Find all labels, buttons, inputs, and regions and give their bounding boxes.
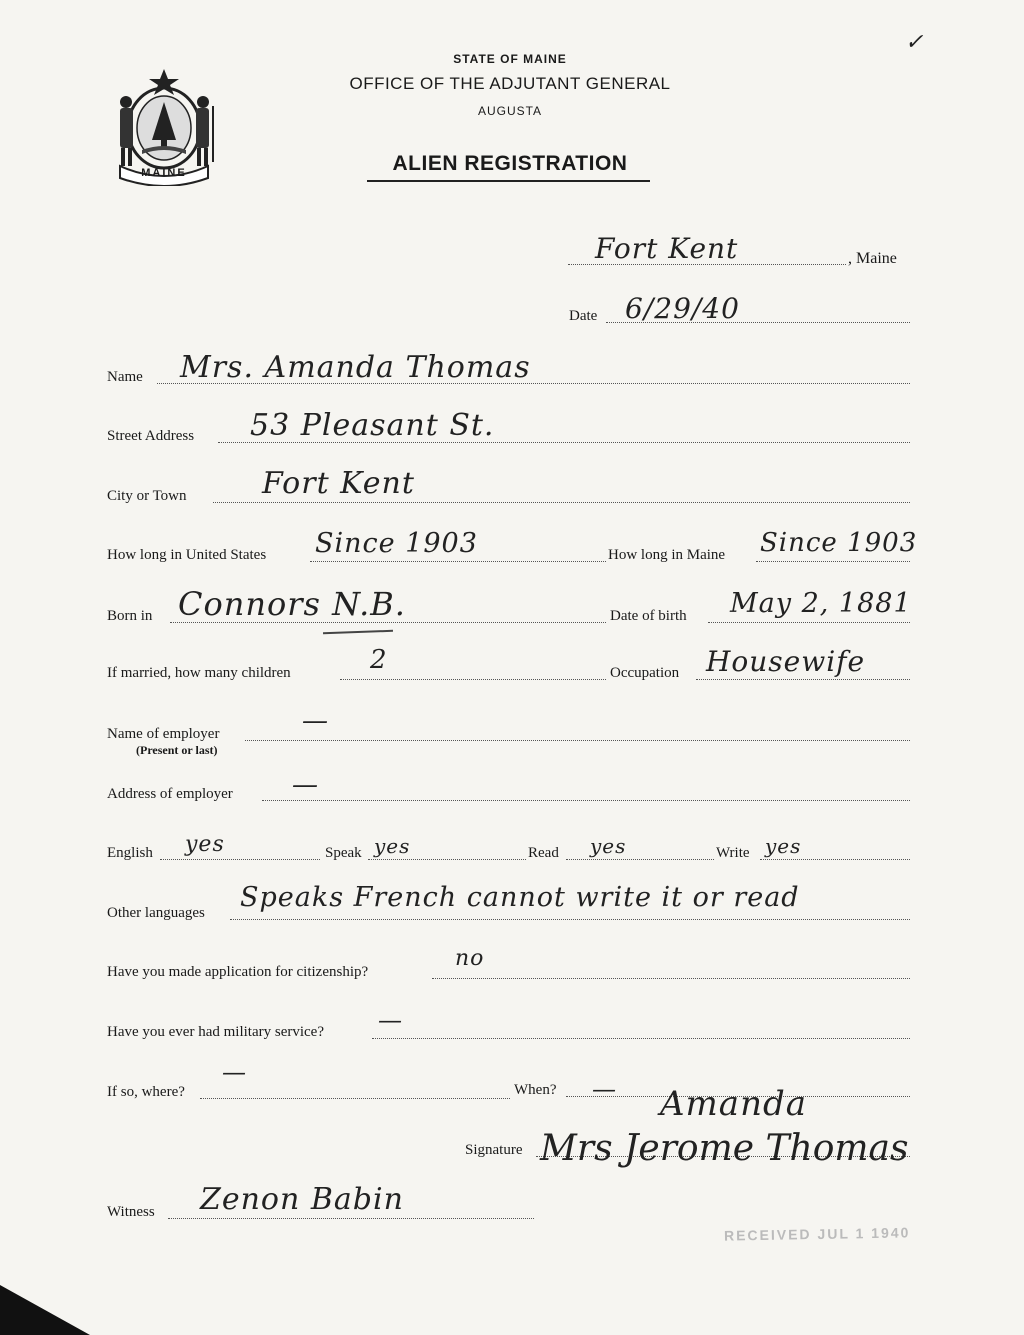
signature-value-above: Amanda [660,1084,807,1124]
witness-label: Witness [107,1204,155,1220]
how-long-us-label: How long in United States [107,547,267,563]
children-label: If married, how many children [107,665,291,681]
children-line [340,679,606,680]
citizenship-label: Have you made application for citizenship? [107,964,369,980]
english-label: English [107,845,153,861]
speak-label: Speak [325,845,362,861]
how-long-maine-label: How long in Maine [608,547,726,563]
born-in-value[interactable]: Connors N.B. [178,585,406,623]
city-town-line [213,502,910,503]
check-mark: ✓ [905,30,925,55]
page-corner-shadow [0,1285,90,1335]
state-heading: STATE OF MAINE [453,52,567,66]
date-value[interactable]: 6/29/40 [625,292,740,325]
citizenship-line [432,978,910,979]
street-address-value[interactable]: 53 Pleasant St. [250,408,495,443]
speak-line [368,859,526,860]
children-value[interactable]: 2 [370,645,388,675]
speak-value[interactable]: yes [374,834,411,858]
city-town-value[interactable]: Fort Kent [262,466,415,501]
english-value[interactable]: yes [185,832,225,857]
date-of-birth-line [708,622,910,623]
name-label: Name [107,369,143,385]
where-label: If so, where? [107,1084,185,1100]
where-line [200,1098,510,1099]
employer-address-value[interactable]: — [292,770,319,800]
how-long-maine-line [756,561,910,562]
state-seal [108,66,220,186]
date-of-birth-value[interactable]: May 2, 1881 [730,588,912,619]
write-value[interactable]: yes [765,834,802,858]
street-address-label: Street Address [107,428,195,444]
signature-label: Signature [465,1142,523,1158]
read-label: Read [528,845,559,861]
occupation-label: Occupation [610,665,680,681]
when-label: When? [514,1082,557,1098]
witness-value[interactable]: Zenon Babin [200,1182,404,1217]
employer-name-label: Name of employer [107,726,220,742]
form-title: ALIEN REGISTRATION [392,152,628,175]
other-languages-line [230,919,910,920]
employer-name-value[interactable]: — [302,706,329,736]
place-value[interactable]: Fort Kent [595,232,739,265]
date-label: Date [569,308,598,324]
received-stamp: RECEIVED JUL 1 1940 [723,1224,911,1244]
military-label: Have you ever had military service? [107,1024,324,1040]
how-long-us-value[interactable]: Since 1903 [315,528,478,559]
place-label: , Maine [848,250,897,267]
military-line [372,1038,910,1039]
witness-line [168,1218,534,1219]
how-long-maine-value[interactable]: Since 1903 [760,528,918,558]
english-line [160,859,320,860]
write-label: Write [716,845,750,861]
employer-address-label: Address of employer [107,786,233,802]
how-long-us-line [310,561,606,562]
name-value[interactable]: Mrs. Amanda Thomas [180,350,531,385]
military-value[interactable]: — [378,1006,403,1034]
read-value[interactable]: yes [590,834,627,858]
employer-name-sublabel: (Present or last) [136,743,218,757]
employer-name-line [245,740,910,741]
other-languages-label: Other languages [107,905,205,921]
seal-banner-text: MAINE [141,167,187,179]
date-of-birth-label: Date of birth [610,608,687,624]
occupation-line [696,679,910,680]
read-line [566,859,714,860]
signature-value[interactable]: Mrs Jerome Thomas [540,1128,909,1169]
title-underline [367,180,650,182]
write-line [760,859,910,860]
city-heading: AUGUSTA [477,104,543,118]
when-value[interactable]: — [592,1075,617,1103]
citizenship-value[interactable]: no [455,946,485,971]
employer-address-line [262,800,910,801]
other-languages-value[interactable]: Speaks French cannot write it or read [240,882,800,913]
born-in-underline [323,630,393,634]
born-in-label: Born in [107,608,153,624]
where-value[interactable]: — [222,1058,247,1086]
office-heading: OFFICE OF THE ADJUTANT GENERAL [349,74,671,93]
city-town-label: City or Town [107,488,187,504]
occupation-value[interactable]: Housewife [706,645,866,678]
